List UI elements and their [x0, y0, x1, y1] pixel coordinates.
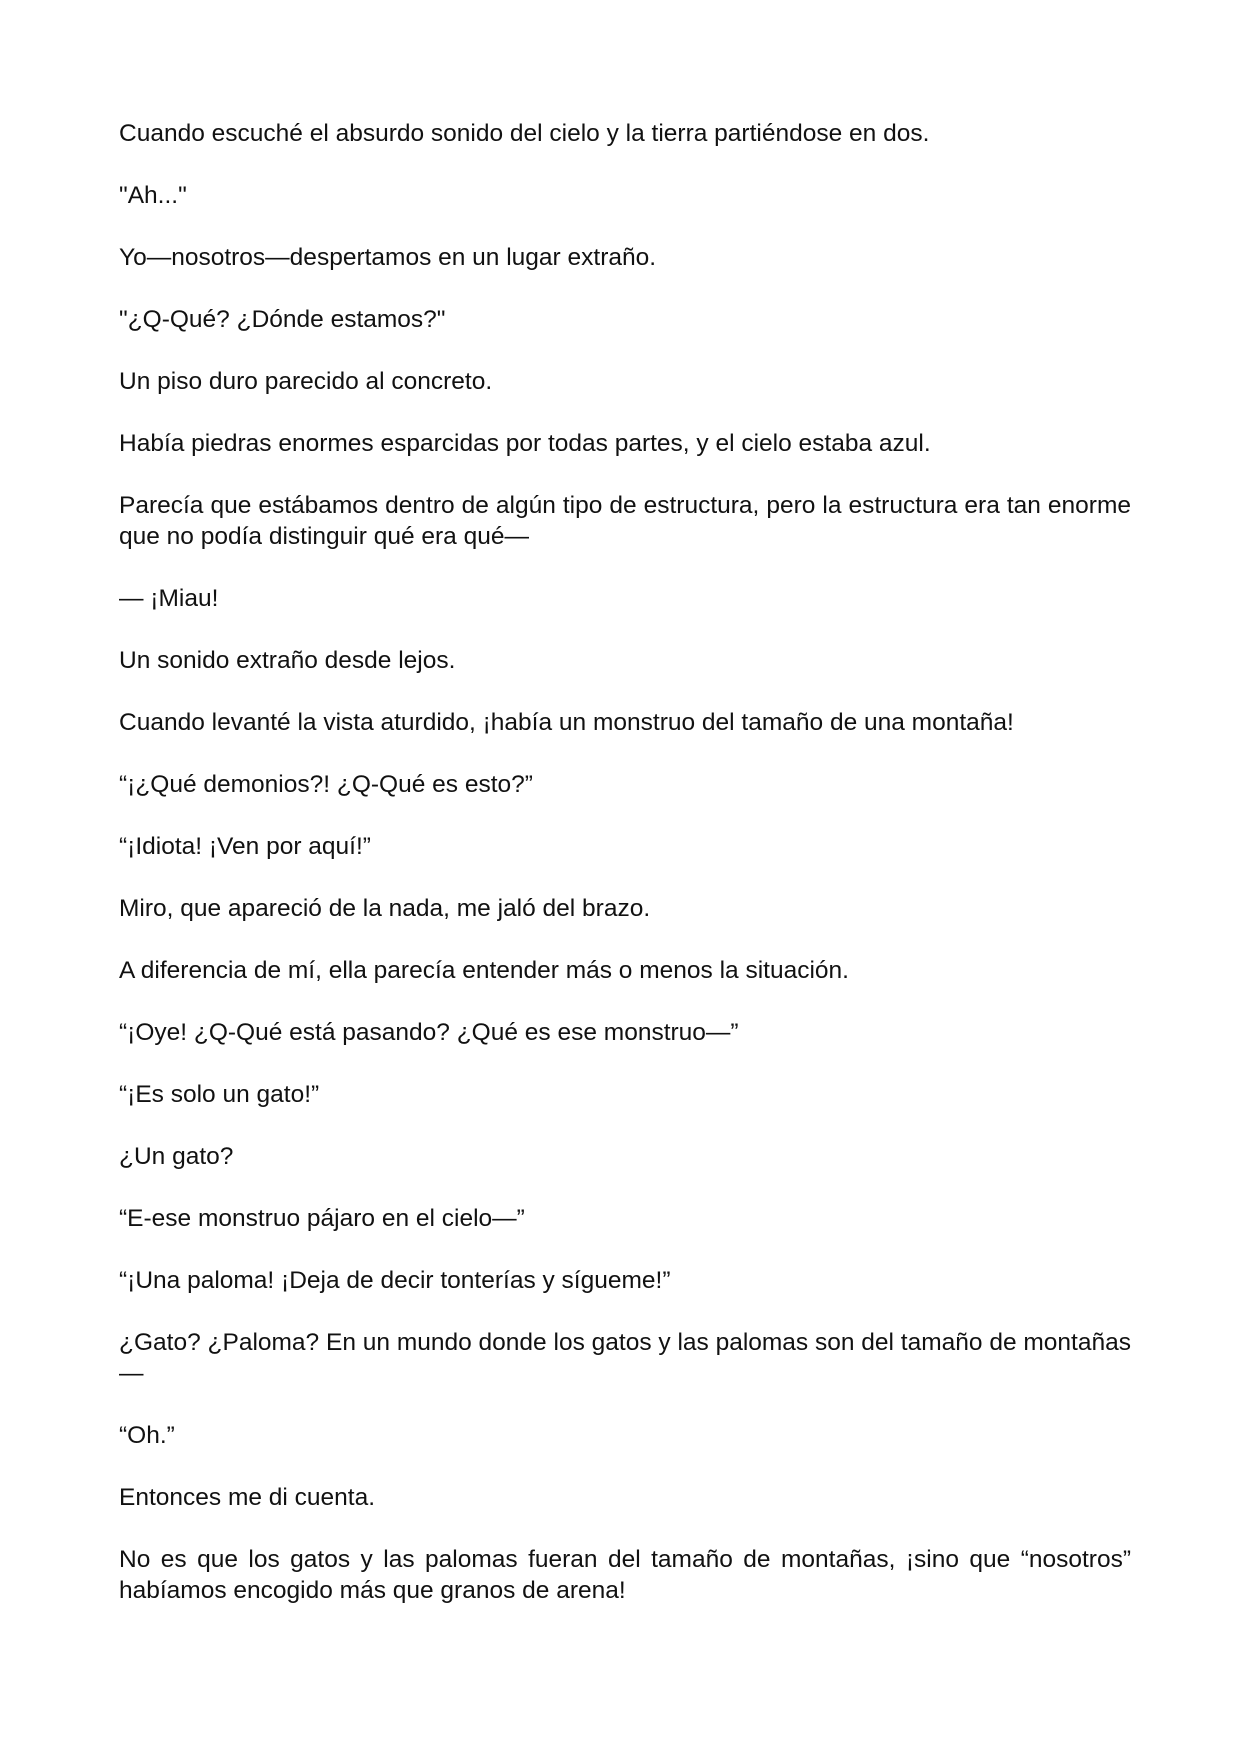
paragraph: Cuando levanté la vista aturdido, ¡había un monstruo del tamaño de una montaña!: [119, 709, 1014, 736]
paragraph: “¡Una paloma! ¡Deja de decir tonterías y sígueme!”: [119, 1267, 671, 1294]
paragraph: Cuando escuché el absurdo sonido del cielo y la tierra partiéndose en dos.: [119, 120, 930, 147]
paragraph: A diferencia de mí, ella parecía entender más o menos la situación.: [119, 957, 849, 984]
paragraph: — ¡Miau!: [119, 585, 219, 612]
paragraph: “E-ese monstruo pájaro en el cielo—”: [119, 1205, 525, 1232]
paragraph: Un sonido extraño desde lejos.: [119, 647, 456, 674]
paragraph: “¡¿Qué demonios?! ¿Q-Qué es esto?”: [119, 771, 533, 798]
paragraph: “¡Oye! ¿Q-Qué está pasando? ¿Qué es ese monstruo—”: [119, 1019, 739, 1046]
paragraph: Un piso duro parecido al concreto.: [119, 368, 493, 395]
paragraph: No es que los gatos y las palomas fueran del tamaño de montañas, ¡sino que “nosotros” habíamos encogido más que granos de arena!: [119, 1546, 1131, 1604]
paragraph: Yo—nosotros—despertamos en un lugar extraño.: [119, 244, 657, 271]
paragraph: Entonces me di cuenta.: [119, 1484, 376, 1511]
paragraph: ¿Un gato?: [119, 1143, 234, 1170]
paragraph: “¡Idiota! ¡Ven por aquí!”: [119, 833, 371, 860]
paragraph: Parecía que estábamos dentro de algún tipo de estructura, pero la estructura era tan enorme que no podía distinguir qué era qué—: [119, 492, 1131, 550]
paragraph: Miro, que apareció de la nada, me jaló del brazo.: [119, 895, 651, 922]
paragraph: "Ah...": [119, 182, 187, 209]
document-body: [119, 118, 1131, 1637]
paragraph: Había piedras enormes esparcidas por todas partes, y el cielo estaba azul.: [119, 430, 931, 457]
paragraph: “¡Es solo un gato!”: [119, 1081, 320, 1108]
paragraph: “Oh.”: [119, 1422, 175, 1449]
paragraph: ¿Gato? ¿Paloma? En un mundo donde los gatos y las palomas son del tamaño de montañas—: [119, 1329, 1131, 1387]
paragraph: "¿Q-Qué? ¿Dónde estamos?": [119, 306, 446, 333]
